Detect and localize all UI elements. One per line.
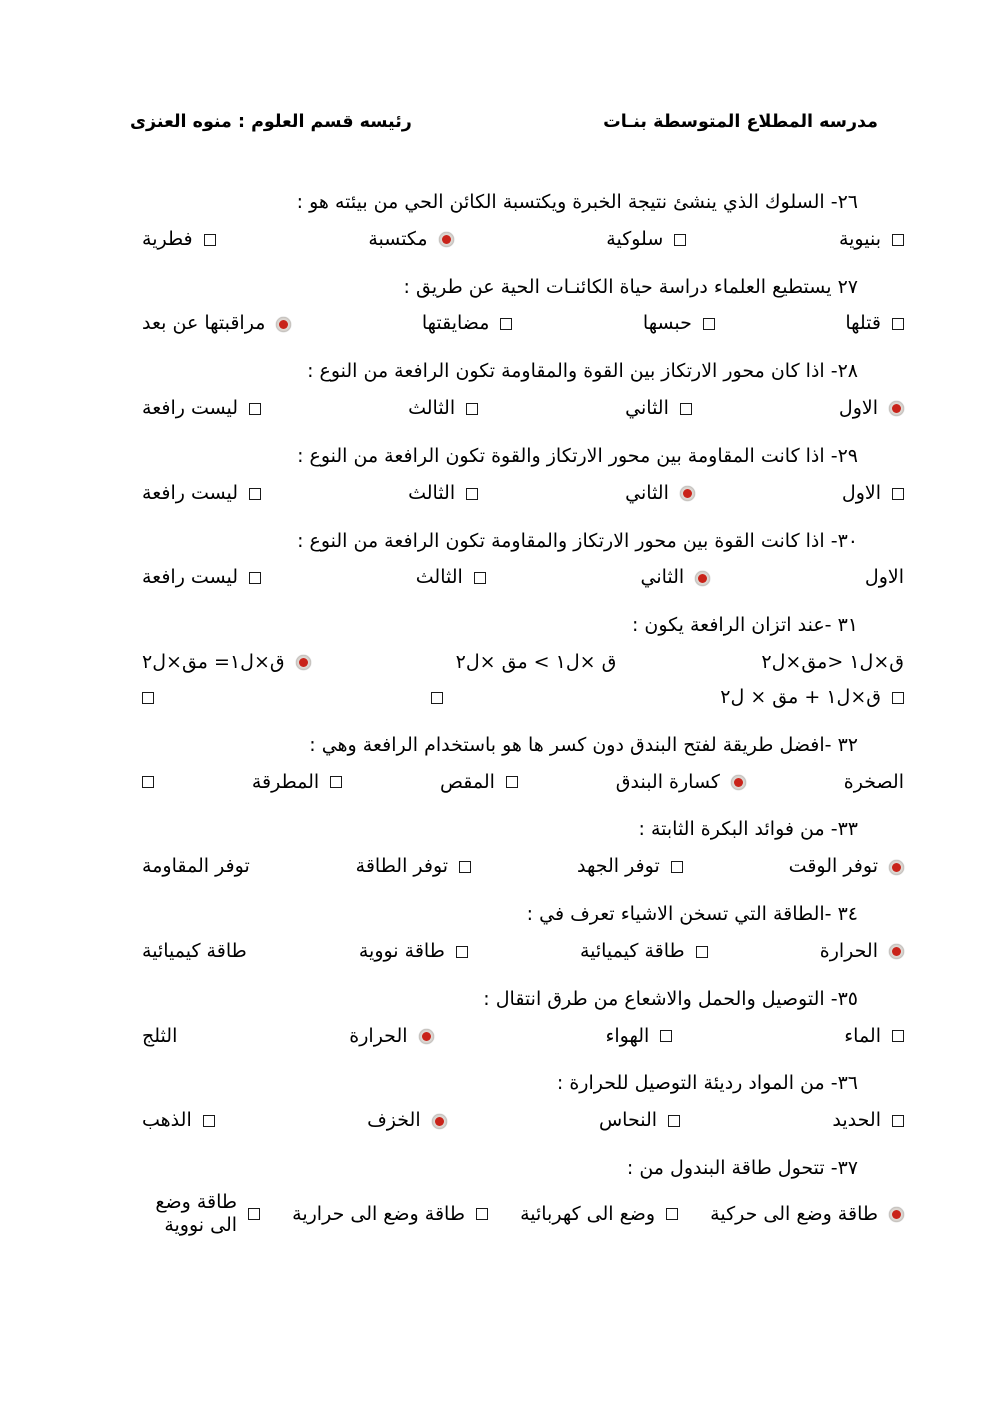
radio-dot-icon — [734, 778, 743, 787]
option-label: مكتسبة — [368, 227, 428, 250]
answer-checkbox-icon[interactable] — [892, 692, 904, 704]
question-36-options-row-1 — [130, 1106, 904, 1136]
question-27 — [130, 275, 904, 340]
question-text-34: ٣٤ -الطاقة التي تسخن الاشياء تعرف في : — [526, 903, 858, 926]
radio-dot-icon — [892, 1210, 901, 1219]
selected-answer-radio-icon[interactable] — [731, 775, 746, 790]
question-text-33: ٣٣- من فوائد البكرة الثابتة : — [638, 818, 858, 841]
radio-dot-icon — [435, 1117, 444, 1126]
answer-checkbox-icon[interactable] — [674, 234, 686, 246]
selected-answer-radio-icon[interactable] — [432, 1114, 447, 1129]
question-text-29: ٢٩- اذا كانت المقاومة بين محور الارتكاز والقوة تكون الرافعة من النوع : — [297, 444, 858, 467]
option-label: وضع الى كهربائية — [520, 1202, 656, 1225]
answer-checkbox-icon[interactable] — [431, 692, 443, 704]
radio-dot-icon — [892, 863, 901, 872]
question-27-option-1-3 — [422, 312, 513, 336]
answer-checkbox-icon[interactable] — [892, 234, 904, 246]
question-33-option-1-1 — [789, 855, 904, 879]
option-label: حبسها — [642, 312, 692, 335]
option-label: طاقة كيميائية — [579, 939, 685, 962]
question-32 — [130, 733, 904, 798]
question-32-option-1-5 — [142, 776, 154, 788]
question-37-options-row-1 — [130, 1191, 904, 1239]
answer-checkbox-icon[interactable] — [459, 861, 471, 873]
question-35-option-1-2 — [605, 1025, 672, 1049]
answer-checkbox-icon[interactable] — [892, 318, 904, 330]
selected-answer-radio-icon[interactable] — [439, 232, 454, 247]
option-label: الاول — [864, 566, 904, 589]
question-37 — [130, 1156, 904, 1238]
option-label: ق×ل١= مق×ل٢ — [142, 650, 285, 673]
question-29-option-1-2 — [625, 482, 695, 506]
question-34 — [130, 902, 904, 967]
question-35-option-1-1 — [844, 1025, 904, 1049]
selected-answer-radio-icon[interactable] — [889, 1207, 904, 1222]
question-34-options-row-1 — [130, 937, 904, 967]
question-36-option-1-4 — [142, 1109, 215, 1133]
option-label: بنيوية — [838, 227, 881, 250]
option-label: الثالث — [415, 566, 463, 589]
question-30-option-1-2 — [640, 566, 710, 590]
question-29-option-1-4 — [142, 482, 261, 506]
question-text-28: ٢٨- اذا كان محور الارتكاز بين القوة والمقاومة تكون الرافعة من النوع : — [307, 360, 858, 383]
option-label: ق×ل١ + مق × ل٢ — [720, 685, 881, 708]
answer-checkbox-icon[interactable] — [474, 572, 486, 584]
question-35 — [130, 987, 904, 1052]
question-30-option-1-1 — [865, 566, 904, 590]
question-text-27: ٢٧ يستطيع العلماء دراسة حياة الكائنـات الحية عن طريق : — [403, 275, 858, 298]
option-label: الحرارة — [819, 939, 878, 962]
question-text-32: ٣٢ -افضل طريقة لفتح البندق دون كسر ها هو باستخدام الرافعة وهي : — [309, 733, 858, 756]
answer-checkbox-icon[interactable] — [142, 776, 154, 788]
question-32-option-1-1 — [844, 771, 904, 795]
question-31-options-row-2 — [130, 683, 904, 713]
question-37-option-1-1 — [710, 1203, 904, 1227]
question-33-option-1-3 — [356, 855, 471, 879]
answer-checkbox-icon[interactable] — [696, 946, 708, 958]
question-31-option-2-3 — [142, 692, 154, 704]
selected-answer-radio-icon[interactable] — [276, 317, 291, 332]
question-37-option-1-4 — [142, 1191, 260, 1239]
question-36-option-1-2 — [599, 1109, 680, 1133]
answer-checkbox-icon[interactable] — [204, 234, 216, 246]
answer-checkbox-icon[interactable] — [660, 1030, 672, 1042]
question-31-option-1-2 — [456, 651, 617, 675]
option-label: مضايقتها — [421, 312, 490, 335]
question-30-option-1-3 — [416, 566, 486, 590]
answer-checkbox-icon[interactable] — [892, 1115, 904, 1127]
answer-checkbox-icon[interactable] — [249, 572, 261, 584]
option-label: الحرارة — [349, 1024, 408, 1047]
question-34-option-1-1 — [820, 940, 904, 964]
option-label: الخزف — [367, 1109, 421, 1132]
answer-checkbox-icon[interactable] — [668, 1115, 680, 1127]
option-label: الذهب — [142, 1109, 192, 1132]
option-label: النحاس — [598, 1109, 658, 1132]
question-31-option-2-1 — [720, 686, 904, 710]
question-28-options-row-1 — [130, 394, 904, 424]
option-label: الصخرة — [843, 770, 904, 793]
question-29-option-1-3 — [408, 482, 478, 506]
question-text-37: ٣٧- تتحول طاقة البندول من : — [626, 1157, 858, 1180]
answer-checkbox-icon[interactable] — [249, 488, 261, 500]
question-33-options-row-1 — [130, 852, 904, 882]
option-label: الثلج — [142, 1024, 178, 1047]
option-label: فطرية — [142, 227, 193, 250]
selected-answer-radio-icon[interactable] — [889, 860, 904, 875]
option-label: الهواء — [605, 1024, 650, 1047]
question-30-options-row-1 — [130, 563, 904, 593]
question-35-option-1-4 — [142, 1025, 177, 1049]
question-32-options-row-1 — [130, 767, 904, 797]
question-31-option-1-3 — [142, 651, 311, 675]
question-35-option-1-3 — [349, 1025, 433, 1049]
question-29-option-1-1 — [842, 482, 904, 506]
question-text-30: ٣٠- اذا كانت القوة بين محور الارتكاز والمقاومة تكون الرافعة من النوع : — [297, 529, 858, 552]
question-26 — [130, 190, 904, 255]
question-31 — [130, 613, 904, 713]
question-26-option-1-1 — [839, 228, 904, 252]
option-label: توفر الوقت — [788, 855, 878, 878]
answer-checkbox-icon[interactable] — [476, 1208, 488, 1220]
question-27-options-row-1 — [130, 309, 904, 339]
option-label: الحديد — [832, 1109, 881, 1132]
answer-checkbox-icon[interactable] — [203, 1115, 215, 1127]
question-36 — [130, 1071, 904, 1136]
question-32-option-1-3 — [440, 771, 518, 795]
department-head-name: رئيسه قسم العلوم : منوه العنزى — [130, 112, 412, 132]
option-label: ق ×ل١ > مق ×ل٢ — [455, 650, 617, 673]
option-label: المقص — [440, 770, 495, 793]
question-31-option-1-1 — [761, 651, 904, 675]
answer-checkbox-icon[interactable] — [330, 776, 342, 788]
question-27-option-1-4 — [142, 312, 291, 336]
answer-checkbox-icon[interactable] — [666, 1208, 678, 1220]
selected-answer-radio-icon[interactable] — [296, 655, 311, 670]
option-label: طاقة وضع الى حرارية — [292, 1202, 465, 1225]
radio-dot-icon — [279, 320, 288, 329]
question-30-option-1-4 — [142, 566, 261, 590]
option-label: توفر المقاومة — [142, 855, 250, 878]
question-30 — [130, 529, 904, 594]
option-label: الثالث — [408, 397, 456, 420]
school-name: مدرسه المطلاع المتوسطة بنـات — [603, 112, 878, 132]
selected-answer-radio-icon[interactable] — [889, 401, 904, 416]
option-label: المطرقة — [251, 770, 320, 793]
option-label: الاول — [841, 481, 881, 504]
radio-dot-icon — [698, 574, 707, 583]
option-label: كسارة البندق — [615, 770, 720, 793]
option-label: الاول — [838, 397, 878, 420]
option-label: ليست رافعة — [142, 481, 239, 504]
radio-dot-icon — [299, 658, 308, 667]
question-29-options-row-1 — [130, 479, 904, 509]
answer-checkbox-icon[interactable] — [466, 403, 478, 415]
selected-answer-radio-icon[interactable] — [680, 486, 695, 501]
option-label: توفر الطاقة — [355, 855, 449, 878]
option-label: طاقة نووية — [358, 939, 445, 962]
answer-checkbox-icon[interactable] — [248, 1208, 260, 1220]
radio-dot-icon — [683, 489, 692, 498]
question-33-option-1-2 — [577, 855, 683, 879]
option-label: طاقة وضع الى حركية — [710, 1202, 878, 1225]
question-37-option-1-3 — [292, 1203, 488, 1227]
answer-checkbox-icon[interactable] — [680, 403, 692, 415]
option-label: توفر الجهد — [576, 855, 660, 878]
selected-answer-radio-icon[interactable] — [419, 1029, 434, 1044]
question-36-option-1-1 — [832, 1109, 904, 1133]
question-28 — [130, 359, 904, 424]
question-34-option-1-4 — [142, 940, 247, 964]
selected-answer-radio-icon[interactable] — [889, 944, 904, 959]
answer-checkbox-icon[interactable] — [500, 318, 512, 330]
selected-answer-radio-icon[interactable] — [695, 571, 710, 586]
answer-checkbox-icon[interactable] — [671, 861, 683, 873]
radio-dot-icon — [892, 947, 901, 956]
question-34-option-1-3 — [359, 940, 468, 964]
question-27-option-1-2 — [643, 312, 715, 336]
question-28-option-1-1 — [839, 397, 904, 421]
question-36-option-1-3 — [367, 1109, 447, 1133]
document-header — [130, 112, 904, 132]
option-label: سلوكية — [606, 227, 664, 250]
question-26-option-1-4 — [142, 228, 216, 252]
question-33 — [130, 817, 904, 882]
question-31-options-row-1 — [130, 648, 904, 678]
option-label: الماء — [844, 1024, 881, 1047]
option-label: الثاني — [640, 566, 685, 589]
question-26-option-1-3 — [368, 228, 453, 252]
question-text-31: ٣١ -عند اتزان الرافعة يكون : — [631, 614, 858, 637]
question-32-option-1-4 — [252, 771, 342, 795]
question-37-option-1-2 — [520, 1203, 678, 1227]
option-label: الثاني — [625, 481, 669, 504]
option-label: طاقة كيميائية — [142, 939, 247, 962]
questions-list — [130, 190, 904, 1238]
answer-checkbox-icon[interactable] — [249, 403, 261, 415]
option-label: الثالث — [408, 481, 456, 504]
option-label: ق×ل١ <مق×ل٢ — [761, 650, 904, 673]
question-26-option-1-2 — [606, 228, 686, 252]
radio-dot-icon — [442, 235, 451, 244]
answer-checkbox-icon[interactable] — [892, 1030, 904, 1042]
question-26-options-row-1 — [130, 225, 904, 255]
option-label: ليست رافعة — [142, 566, 239, 589]
question-34-option-1-2 — [580, 940, 708, 964]
answer-checkbox-icon[interactable] — [456, 946, 468, 958]
question-text-26: ٢٦- السلوك الذي ينشئ نتيجة الخبرة ويكتسبة الكائن الحي من بيئته هو : — [296, 191, 858, 213]
question-32-option-1-2 — [616, 771, 746, 795]
question-35-options-row-1 — [130, 1021, 904, 1051]
question-29 — [130, 444, 904, 509]
question-27-option-1-1 — [845, 312, 904, 336]
question-text-36: ٣٦- من المواد رديئة التوصيل للحرارة : — [556, 1072, 858, 1095]
radio-dot-icon — [422, 1032, 431, 1041]
option-label: قتلها — [845, 312, 881, 335]
answer-checkbox-icon[interactable] — [506, 776, 518, 788]
question-28-option-1-3 — [408, 397, 478, 421]
answer-checkbox-icon[interactable] — [466, 488, 478, 500]
option-label: ليست رافعة — [142, 397, 239, 420]
radio-dot-icon — [892, 404, 901, 413]
answer-checkbox-icon[interactable] — [703, 318, 715, 330]
option-label: مراقبتها عن بعد — [142, 312, 266, 335]
question-33-option-1-4 — [142, 855, 250, 879]
answer-checkbox-icon[interactable] — [142, 692, 154, 704]
answer-checkbox-icon[interactable] — [892, 488, 904, 500]
question-28-option-1-4 — [142, 397, 261, 421]
question-31-option-2-2 — [431, 692, 443, 704]
option-label: طاقة وضع الى نووية — [155, 1190, 238, 1237]
question-28-option-1-2 — [625, 397, 692, 421]
option-label: الثاني — [625, 397, 669, 420]
question-text-35: ٣٥- التوصيل والحمل والاشعاع من طرق انتقال : — [483, 987, 858, 1010]
